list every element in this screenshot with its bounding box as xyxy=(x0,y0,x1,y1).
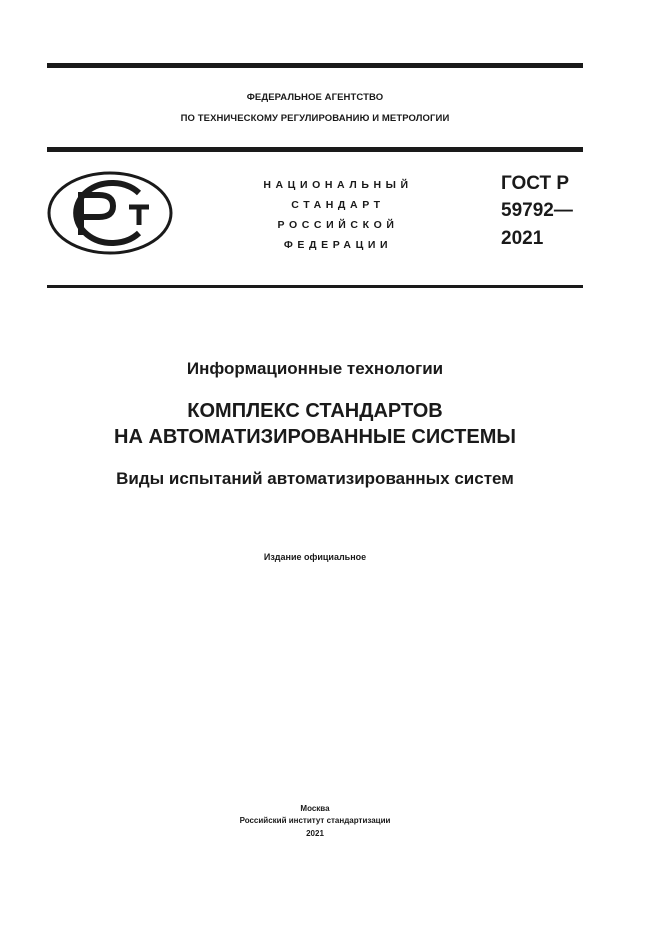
top-rule xyxy=(47,63,583,68)
document-subtitle: Виды испытаний автоматизированных систем xyxy=(116,469,514,488)
national-standard-line1: НАЦИОНАЛЬНЫЙ xyxy=(263,179,413,191)
imprint-year: 2021 xyxy=(306,829,324,838)
agency-name-line2: ПО ТЕХНИЧЕСКОМУ РЕГУЛИРОВАНИЮ И МЕТРОЛОГИИ xyxy=(180,113,450,124)
national-standard-line4: ФЕДЕРАЦИИ xyxy=(283,239,393,251)
bottom-rule xyxy=(47,285,583,288)
document-title-line2: НА АВТОМАТИЗИРОВАННЫЕ СИСТЕМЫ xyxy=(114,426,516,448)
gost-r-emblem-icon xyxy=(47,171,173,255)
imprint-city: Москва xyxy=(300,804,330,813)
standard-designation-line2: 59792— xyxy=(501,200,573,221)
national-standard-line3: РОССИЙСКОЙ xyxy=(277,219,399,231)
edition-note: Издание официальное xyxy=(263,552,367,562)
document-category: Информационные технологии xyxy=(186,359,444,378)
imprint-publisher: Российский институт стандартизации xyxy=(239,816,391,825)
standard-designation-line1: ГОСТ Р xyxy=(501,173,570,194)
agency-name-line1: ФЕДЕРАЛЬНОЕ АГЕНТСТВО xyxy=(246,92,384,103)
middle-rule xyxy=(47,147,583,152)
national-standard-line2: СТАНДАРТ xyxy=(291,199,385,211)
standard-designation-line3: 2021 xyxy=(501,228,544,249)
document-title-line1: КОМПЛЕКС СТАНДАРТОВ xyxy=(187,400,443,422)
